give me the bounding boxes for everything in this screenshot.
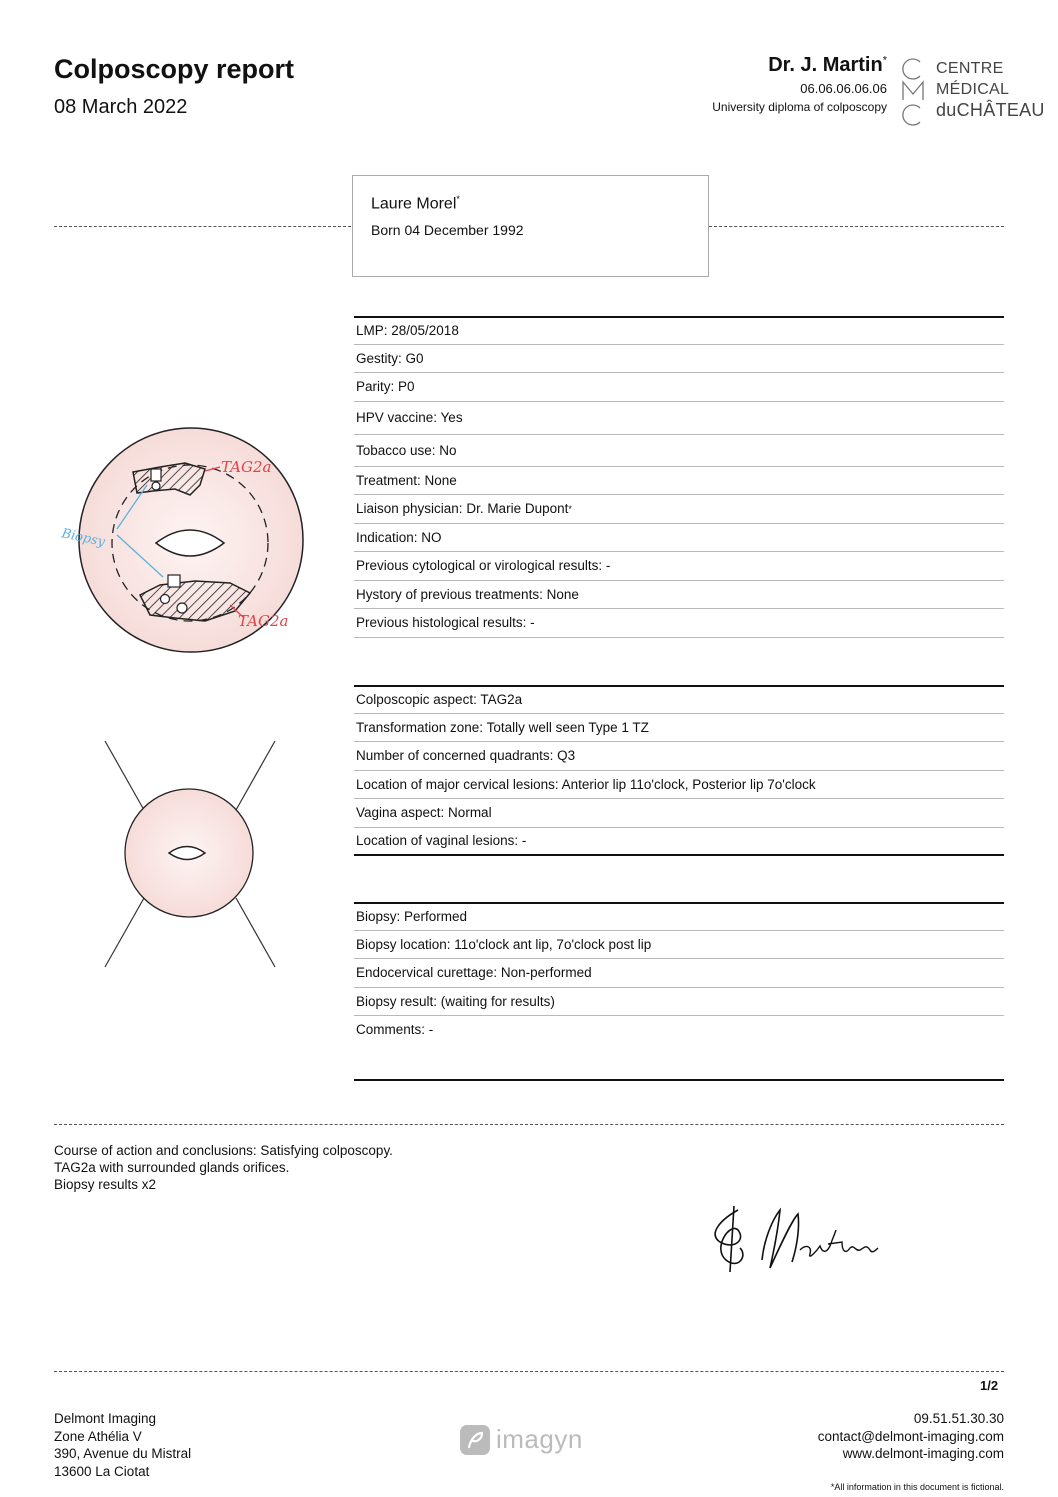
vaginal-wall-line — [105, 898, 144, 967]
doctor-phone: 06.06.06.06.06 — [800, 81, 887, 96]
colpo-vaginal-lesions: Location of vaginal lesions: - — [354, 828, 1004, 857]
annotation-tag2a-bottom: TAG2a — [238, 612, 289, 630]
history-tobacco: Tobacco use: No — [354, 435, 1004, 467]
history-prev-cyto: Previous cytological or virological results: - — [354, 552, 1004, 581]
gland-orifice-icon — [177, 603, 187, 613]
conclusion-line: Biopsy results x2 — [54, 1177, 157, 1192]
company-contact — [818, 1410, 1004, 1463]
clinic-logo-text — [936, 58, 1045, 121]
annotation-tag2a-top: TAG2a — [221, 458, 272, 476]
company-website: www.delmont-imaging.com — [842, 1446, 1004, 1461]
patient-card — [352, 175, 709, 277]
biopsy-site-marker — [151, 469, 161, 481]
history-prev-histo: Previous histological results: - — [354, 609, 1004, 638]
clinic-logo-line2: MÉDICAL — [936, 81, 1010, 98]
imagyn-logo — [460, 1424, 583, 1455]
colpo-aspect: Colposcopic aspect: TAG2a — [354, 685, 1004, 714]
colpo-tz: Transformation zone: Totally well seen Type 1 TZ — [354, 714, 1004, 743]
company-address — [54, 1410, 191, 1480]
report-title: Colposcopy report — [54, 54, 295, 84]
cervix-lesion-diagram — [55, 425, 325, 665]
company-phone: 09.51.51.30.30 — [913, 1411, 1004, 1426]
colpo-lesion-location: Location of major cervical lesions: Anterior lip 11o'clock, Posterior lip 7o'clock — [354, 771, 1004, 800]
doctor-name: Dr. J. Martin* — [768, 54, 887, 76]
report-date: 08 March 2022 — [54, 96, 188, 118]
doctor-diploma: University diploma of colposcopy — [712, 100, 887, 114]
conclusion-line: TAG2a with surrounded glands orifices. — [54, 1160, 290, 1175]
biopsy-table — [354, 902, 1004, 1081]
colpo-quadrants: Number of concerned quadrants: Q3 — [354, 742, 1004, 771]
vaginal-wall-line — [236, 898, 275, 967]
doctor-info — [712, 54, 887, 114]
history-prev-treatments: Hystory of previous treatments: None — [354, 581, 1004, 610]
annotation-biopsy: Biopsy — [60, 526, 107, 551]
page-number: 1/2 — [980, 1378, 999, 1393]
divider — [709, 226, 1004, 227]
history-parity: Parity: P0 — [354, 373, 1004, 402]
biopsy-performed: Biopsy: Performed — [354, 902, 1004, 931]
biopsy-ecc: Endocervical curettage: Non-performed — [354, 959, 1004, 988]
history-lmp: LMP: 28/05/2018 — [354, 316, 1004, 345]
clinic-logo-icon — [898, 54, 928, 128]
imagyn-logo-text: imagyn — [496, 1424, 583, 1454]
biopsy-comments: Comments: - — [354, 1016, 1004, 1081]
fictional-notice: *All information in this document is fictional. — [830, 1482, 1004, 1492]
biopsy-result: Biopsy result: (waiting for results) — [354, 988, 1004, 1017]
colpo-vagina-aspect: Vagina aspect: Normal — [354, 799, 1004, 828]
address-line: 13600 La Ciotat — [54, 1463, 150, 1479]
vaginal-wall-line — [105, 741, 144, 810]
patient-name: Laure Morel* — [371, 194, 460, 213]
divider — [54, 1371, 1004, 1372]
company-name: Delmont Imaging — [54, 1411, 157, 1426]
gland-orifice-icon — [161, 595, 170, 604]
divider — [54, 226, 351, 227]
vaginal-wall-line — [236, 741, 275, 810]
history-treatment: Treatment: None — [354, 467, 1004, 496]
history-hpv-vaccine: HPV vaccine: Yes — [354, 402, 1004, 435]
history-liaison: Liaison physician: Dr. Marie Dupont * — [354, 495, 1004, 524]
biopsy-location: Biopsy location: 11o'clock ant lip, 7o'clock post lip — [354, 931, 1004, 960]
patient-birthdate: Born 04 December 1992 — [371, 222, 524, 238]
imagyn-logo-icon — [460, 1425, 490, 1455]
doctor-signature — [700, 1200, 890, 1280]
conclusion-line: Course of action and conclusions: Satisfying colposcopy. — [54, 1143, 393, 1158]
clinic-logo-line3: duCHÂTEAU — [936, 100, 1045, 120]
vagina-diagram — [100, 738, 280, 970]
history-gestity: Gestity: G0 — [354, 345, 1004, 374]
divider — [54, 1124, 1004, 1125]
history-indication: Indication: NO — [354, 524, 1004, 553]
biopsy-site-marker — [168, 575, 180, 587]
history-table — [354, 316, 1004, 638]
company-email: contact@delmont-imaging.com — [817, 1428, 1004, 1444]
gland-orifice-icon — [152, 482, 160, 490]
conclusion — [54, 1142, 393, 1193]
colposcopy-table — [354, 685, 1004, 856]
address-line: Zone Athélia V — [54, 1428, 142, 1444]
clinic-logo-line1: CENTRE — [936, 60, 1004, 77]
address-line: 390, Avenue du Mistral — [54, 1446, 192, 1461]
